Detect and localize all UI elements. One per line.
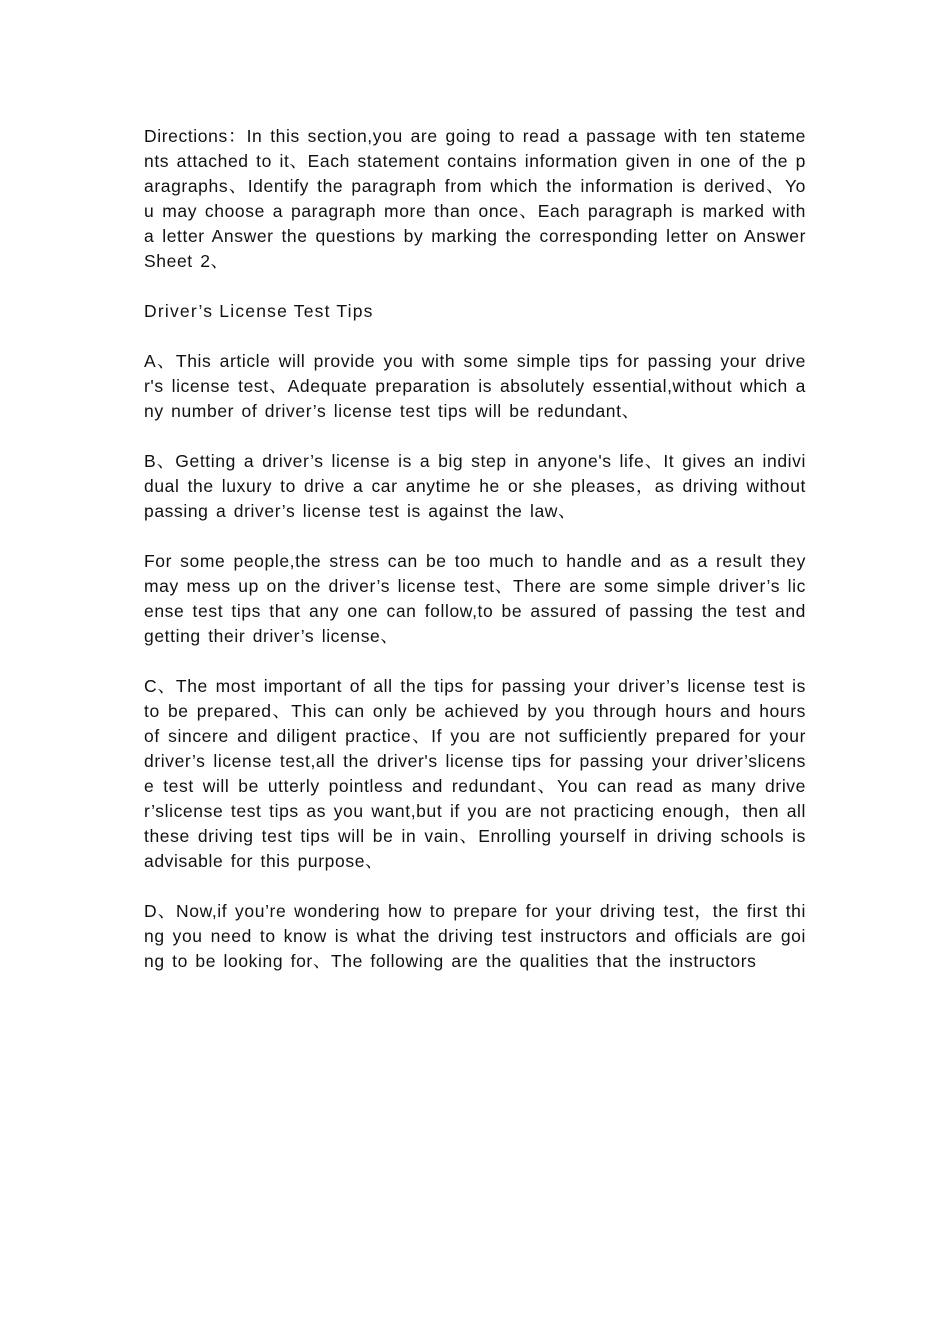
paragraph-d: D、Now,if you’re wondering how to prepare for your driving test，the first thing you need to know is what the driving test instructors and officials are going to be looking for、The following are the qualities that the instructors [144,901,806,971]
paragraph-a: A、This article will provide you with some simple tips for passing your driver's license test、Adequate preparation is absolutely essential,without which any number of driver’s license test tips will be redundant、 [144,351,806,421]
paragraph-b: B、Getting a driver’s license is a big step in anyone's life、It gives an individual the luxury to drive a car anytime he or she pleases，as driving without passing a driver’s license test is against the law、 [144,451,806,521]
article-title: Driver’s License Test Tips [144,301,374,321]
paragraph-b-continued: For some people,the stress can be too much to handle and as a result they may mess up on the driver’s license test、There are some simple driver’s license test tips that any one can follow,to be assured of passing the test and getting their driver’s license、 [144,551,806,646]
document-page [144,124,806,999]
paragraph-c: C、The most important of all the tips for passing your driver’s license test is to be prepared、This can only be achieved by you through hours and hours of sincere and diligent practice、If you are not sufficiently prepared for your driver’s license test,all the driver's license tips for passing your driver’slicense test will be utterly pointless and redundant、You can read as many driver’slicense test tips as you want,but if you are not practicing enough，then all these driving test tips will be in vain、Enrolling yourself in driving schools is advisable for this purpose、 [144,676,806,871]
directions-paragraph: Directions：In this section,you are going to read a passage with ten statements attached to it、Each statement contains information given in one of the paragraphs、Identify the paragraph from which the information is derived、You may choose a paragraph more than once、Each paragraph is marked with a letter Answer the questions by marking the corresponding letter on Answer Sheet 2、 [144,126,806,271]
